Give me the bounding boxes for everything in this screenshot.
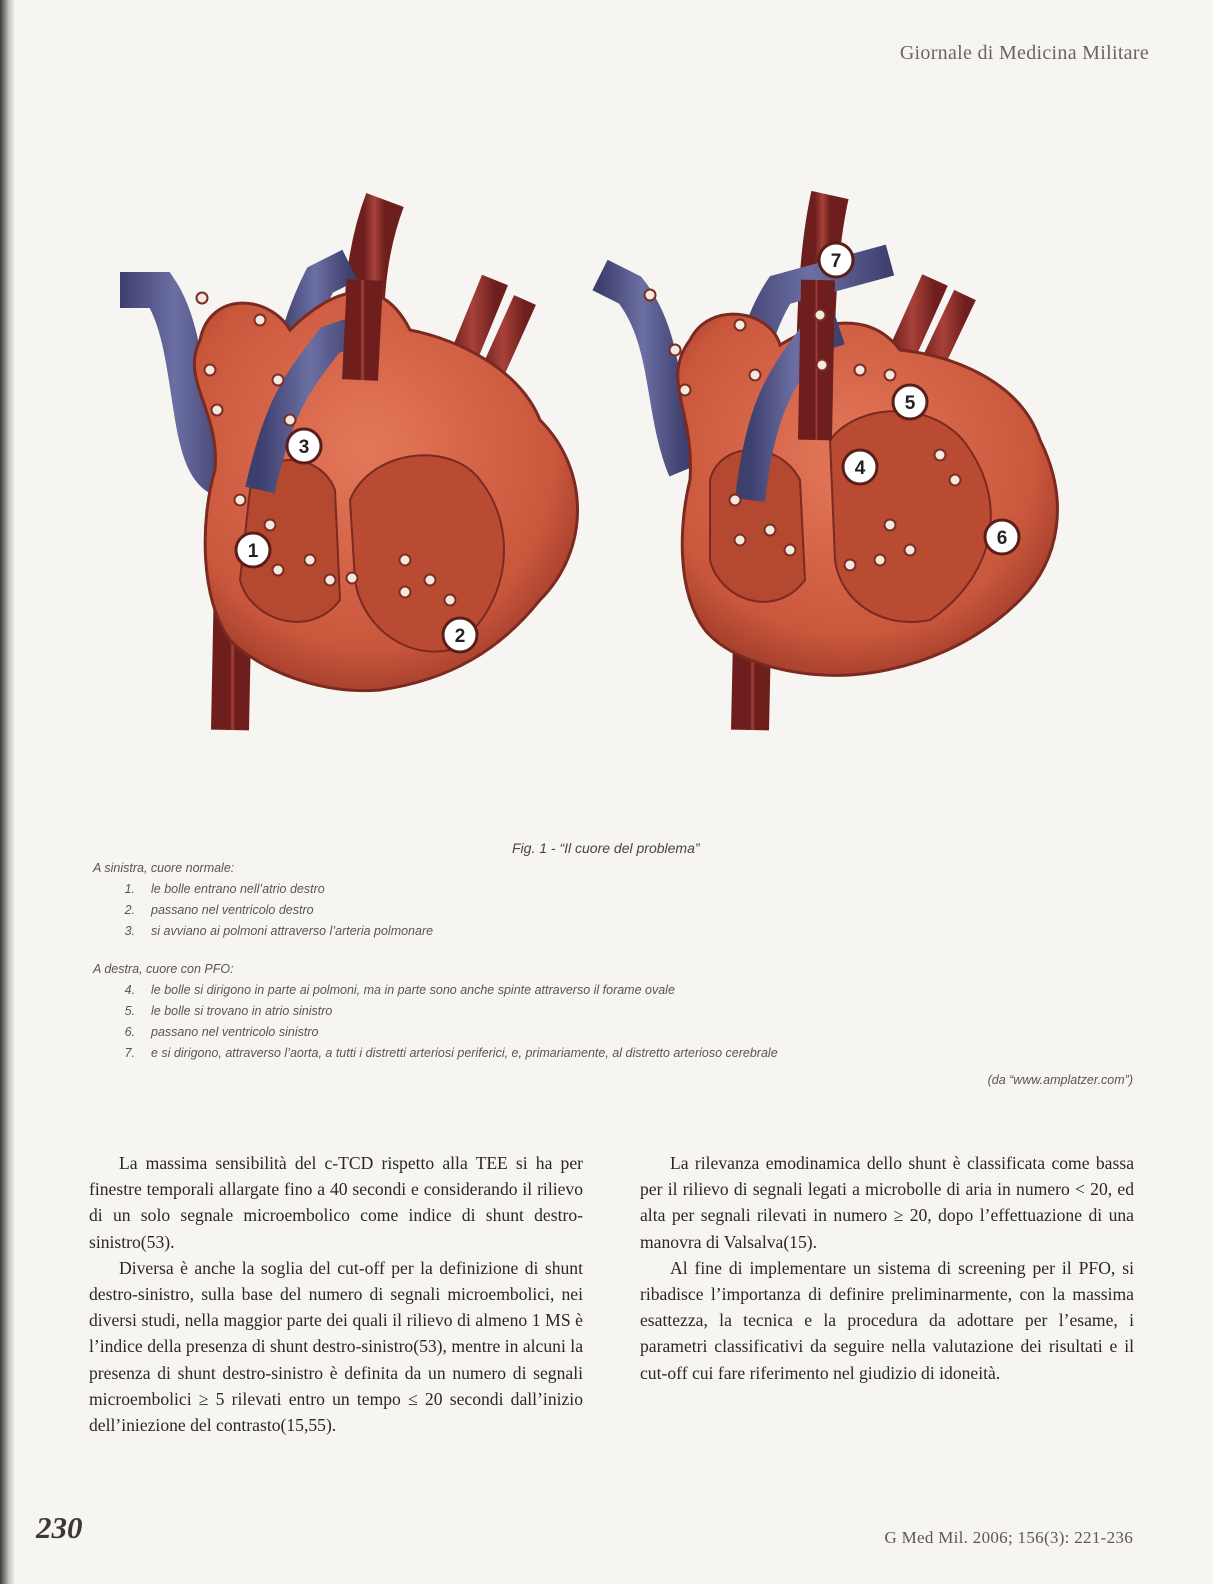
caption-item-number: 7.: [124, 1046, 135, 1060]
caption-item-number: 6.: [124, 1025, 135, 1039]
page-number: 230: [36, 1510, 83, 1545]
caption-right-heading: A destra, cuore con PFO:: [93, 962, 234, 976]
caption-item-text: le bolle si dirigono in parte ai polmoni, ma in parte sono anche spinte attraverso il forame ovale: [151, 983, 675, 997]
callout-7: [819, 243, 853, 277]
caption-item: [93, 879, 1153, 900]
caption-item-text: passano nel ventricolo destro: [151, 903, 314, 917]
callout-6-label: 6: [996, 528, 1008, 549]
caption-item-number: 4.: [124, 983, 135, 997]
body-paragraph: La rilevanza emodinamica dello shunt è classificata come bassa per il rilievo di segnali legati a microbolle di aria in numero < 20, ed alta per segnali rilevati in numero ≥ 20, dopo l’effettuazione di una manovra di Valsalva(15).: [640, 1153, 1134, 1252]
caption-item-text: passano nel ventricolo sinistro: [151, 1025, 319, 1039]
callout-5: [893, 385, 927, 419]
figure-caption: [93, 858, 1153, 1064]
caption-item-text: le bolle si trovano in atrio sinistro: [151, 1004, 333, 1018]
caption-spacer: [93, 942, 1153, 959]
callout-5-label: 5: [904, 393, 916, 414]
caption-item-text: e si dirigono, attraverso l’aorta, a tutti i distretti arteriosi periferici, e, primariamente, al distretto arterioso cerebrale: [151, 1046, 778, 1060]
caption-item: [93, 1043, 1153, 1064]
caption-item-number: 5.: [124, 1004, 135, 1018]
caption-item-text: si avviano ai polmoni attraverso l’arteria polmonare: [151, 924, 434, 938]
callout-1-label: 1: [247, 541, 259, 562]
caption-item: [93, 1022, 1153, 1043]
body-column-left: [89, 1150, 583, 1438]
heart-illustration: [120, 180, 1080, 770]
footer-citation: G Med Mil. 2006; 156(3): 221-236: [884, 1528, 1133, 1547]
figure-caption-title: Fig. 1 - “Il cuore del problema”: [512, 840, 700, 856]
body-paragraph: Al fine di implementare un sistema di screening per il PFO, si ribadisce l’importanza di definire preliminarmente, con la massima esattezza, la tecnica e la procedura da adottare per l’esame, i parametri classificativi da seguire nella valutazione dei risultati e il cut-off cui fare riferimento nel giudizio di idoneità.: [640, 1257, 1134, 1383]
callout-6: [985, 520, 1019, 554]
caption-item-number: 1.: [124, 882, 135, 896]
caption-left-heading: A sinistra, cuore normale:: [93, 861, 235, 875]
caption-item-number: 2.: [124, 903, 135, 917]
book-spine-shadow: [0, 0, 14, 1584]
callout-4: [843, 450, 877, 484]
callout-2: [443, 618, 477, 652]
callout-2-label: 2: [454, 626, 466, 647]
body-paragraph: La massima sensibilità del c-TCD rispetto alla TEE si ha per finestre temporali allargate fino a 40 secondi e considerando il rilievo di un solo segnale microembolico come indice di shunt destro-sinistro(53).: [89, 1153, 583, 1252]
normal-heart: [120, 200, 578, 730]
caption-item: [93, 921, 1153, 942]
heart-diagram-svg: [120, 180, 1080, 770]
callout-3: [287, 429, 321, 463]
body-column-right: [640, 1150, 1134, 1386]
callout-4-label: 4: [854, 458, 866, 479]
caption-item: [93, 980, 1153, 1001]
callout-3-label: 3: [298, 437, 310, 458]
caption-item: [93, 900, 1153, 921]
caption-item: [93, 1001, 1153, 1022]
caption-item-number: 3.: [124, 924, 135, 938]
figure-source: (da “www.amplatzer.com”): [987, 1073, 1133, 1087]
journal-title: Giornale di Medicina Militare: [899, 42, 1149, 64]
callout-1: [236, 533, 270, 567]
caption-item-text: le bolle entrano nell’atrio destro: [151, 882, 325, 896]
body-paragraph: Diversa è anche la soglia del cut-off per la definizione di shunt destro-sinistro, sulla base del numero di segnali microembolici, nei diversi studi, nella maggior parte dei quali il rilievo di almeno 1 MS è l’indice della presenza di shunt destro-sinistro(53), mentre in alcuni la presenza di shunt destro-sinistro è definita da un numero di segnali microembolici ≥ 5 rilevati entro un tempo ≤ 20 secondi dall’inizio dell’iniezione del contrasto(15,55).: [89, 1257, 583, 1436]
callout-7-label: 7: [830, 251, 842, 272]
